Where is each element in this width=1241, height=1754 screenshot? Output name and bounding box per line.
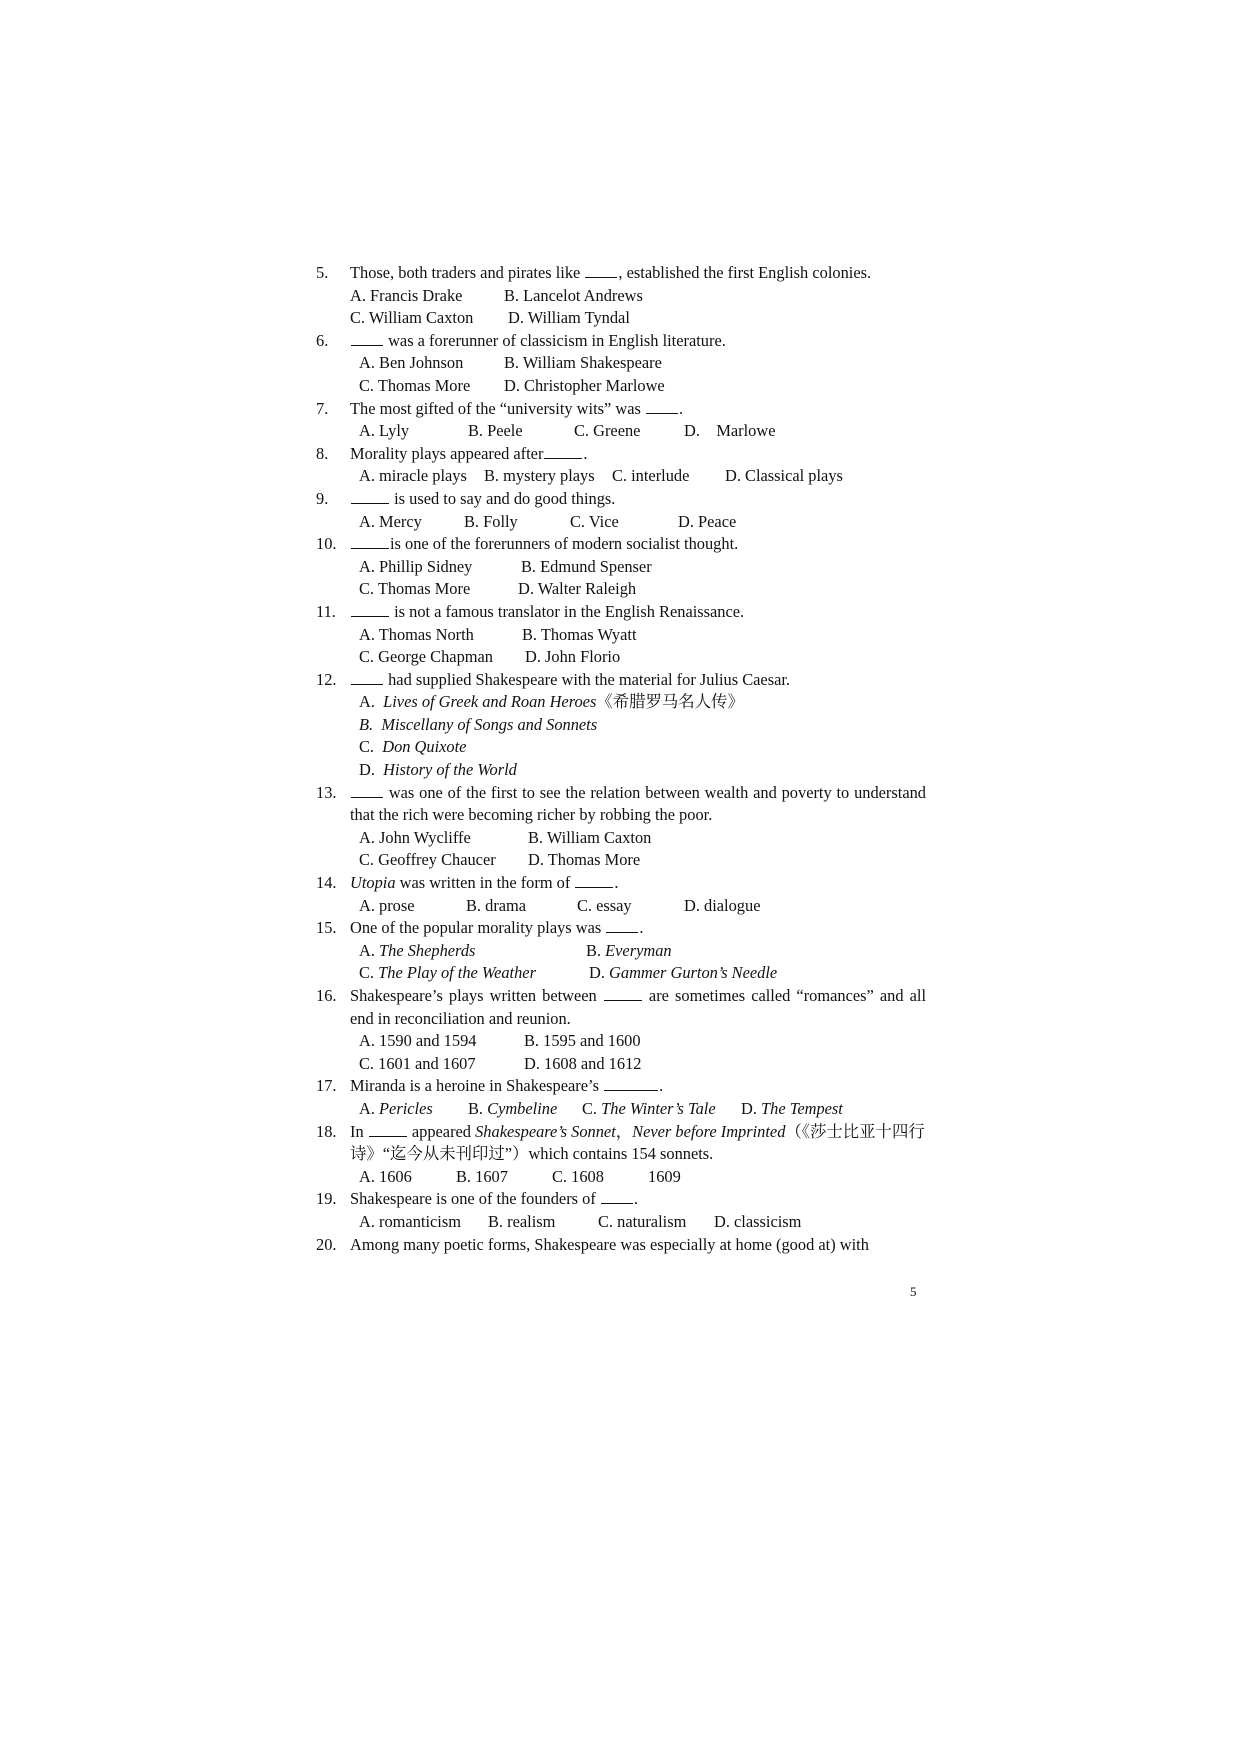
answer-blank	[351, 782, 383, 798]
option-b	[468, 1098, 557, 1121]
option-a: A. Francis Drake	[350, 285, 463, 305]
question-text-part: .	[659, 1076, 664, 1096]
option-b: B. 1607	[456, 1166, 508, 1186]
answer-blank	[646, 398, 678, 414]
option-row	[350, 1098, 926, 1121]
question-text: Among many poetic forms, Shakespeare was especially at home (good at) with	[350, 1234, 869, 1254]
option-c: C. Vice	[570, 511, 619, 531]
question-12	[316, 669, 926, 782]
option-b: B. Peele	[468, 421, 523, 441]
book-title: Never before Imprinted	[632, 1121, 786, 1141]
book-title: Utopia	[350, 873, 396, 893]
option-a: A. John Wycliffe	[359, 827, 471, 847]
question-text	[350, 985, 926, 1030]
answer-blank	[351, 330, 383, 346]
question-text-part: .	[614, 873, 619, 893]
option-b: B. Thomas Wyatt	[522, 624, 637, 644]
question-15	[316, 917, 926, 985]
option-c	[350, 736, 926, 759]
question-text-part: The most gifted of the “university wits” was	[350, 398, 645, 418]
question-text-part: was written in the form of	[395, 873, 575, 893]
question-6	[316, 330, 926, 398]
question-number: 14.	[316, 873, 337, 893]
question-18	[316, 1121, 926, 1189]
option-title: Pericles	[379, 1098, 433, 1118]
option-d: D. 1608 and 1612	[524, 1053, 642, 1073]
option-title: Gammer Gurton’s Needle	[609, 963, 778, 983]
option-b: B. realism	[488, 1211, 556, 1231]
question-number: 20.	[316, 1234, 337, 1254]
option-a: A. Lyly	[359, 421, 410, 441]
option-a: A. prose	[359, 895, 415, 915]
option-title-chinese: 《希腊罗马名人传》	[596, 692, 744, 712]
option-d: D. Thomas More	[528, 850, 641, 870]
option-row	[350, 307, 926, 330]
option-b	[586, 940, 672, 963]
option-d	[350, 759, 926, 782]
option-letter: B.	[359, 714, 374, 734]
option-d: D. dialogue	[684, 895, 761, 915]
option-d: D. Classical plays	[725, 466, 843, 486]
option-a: A. miracle plays	[359, 466, 467, 486]
option-b: B. William Caxton	[528, 827, 652, 847]
question-text	[350, 1075, 926, 1098]
option-b: B. Folly	[464, 511, 518, 531]
question-text	[350, 669, 926, 692]
answer-blank	[606, 917, 638, 933]
option-row	[350, 624, 926, 647]
question-text-part: Shakespeare is one of the founders of	[350, 1189, 600, 1209]
answer-blank	[575, 872, 613, 888]
option-letter: C.	[359, 737, 375, 757]
question-16	[316, 985, 926, 1075]
option-c: C. Greene	[574, 421, 641, 441]
option-row	[350, 1030, 926, 1053]
option-c	[582, 1098, 716, 1121]
question-number: 15.	[316, 918, 337, 938]
option-row	[350, 1053, 926, 1076]
option-row	[350, 827, 926, 850]
question-20	[316, 1234, 926, 1257]
option-a: A. romanticism	[359, 1211, 461, 1231]
option-row	[350, 962, 926, 985]
question-text-part: Morality plays appeared after	[350, 443, 544, 463]
question-10	[316, 533, 926, 601]
answer-blank	[351, 533, 389, 549]
option-title: Everyman	[605, 940, 672, 960]
question-text-part: had supplied Shakespeare with the material for Julius Caesar.	[384, 669, 791, 689]
question-number: 17.	[316, 1076, 337, 1096]
option-d: D. William Tyndal	[508, 308, 630, 328]
option-row	[350, 375, 926, 398]
question-14	[316, 872, 926, 917]
answer-blank	[351, 488, 389, 504]
option-title: The Winter’s Tale	[601, 1098, 716, 1118]
option-title: Lives of Greek and Roan Heroes	[383, 692, 597, 712]
question-7	[316, 398, 926, 443]
question-text-part: .	[633, 1189, 638, 1209]
option-b: B. Edmund Spenser	[521, 556, 652, 576]
option-c	[359, 962, 536, 985]
question-text-part: appeared	[407, 1121, 476, 1141]
option-a: A. Phillip Sidney	[359, 556, 473, 576]
option-a: A. Mercy	[359, 511, 422, 531]
option-title: The Shepherds	[379, 940, 476, 960]
question-text	[350, 443, 926, 466]
question-text-part: In	[350, 1121, 368, 1141]
option-row	[350, 511, 926, 534]
option-c: C. William Caxton	[350, 308, 474, 328]
question-text-part: are sometimes called “romances” and all end in reconciliation and reunion.	[350, 986, 926, 1028]
option-c: C. Thomas More	[359, 579, 471, 599]
question-text-part: ，	[615, 1121, 633, 1141]
option-d	[589, 962, 777, 985]
page-number: 5	[910, 1284, 917, 1299]
question-text-part: is one of the forerunners of modern socialist thought.	[390, 534, 739, 554]
option-row	[350, 352, 926, 375]
question-number: 9.	[316, 488, 329, 508]
option-c: C. interlude	[612, 466, 690, 486]
question-text-part: Those, both traders and pirates like	[350, 263, 585, 282]
option-d: D. Christopher Marlowe	[504, 375, 665, 395]
question-list	[316, 262, 926, 1256]
option-letter: A.	[359, 1098, 380, 1118]
question-19	[316, 1188, 926, 1233]
question-text-part: is used to say and do good things.	[390, 488, 616, 508]
option-d: D. Walter Raleigh	[518, 579, 637, 599]
option-d: D. John Florio	[525, 647, 621, 667]
question-text-part: was a forerunner of classicism in English literature.	[384, 330, 726, 350]
option-title: History of the World	[383, 760, 517, 780]
question-13	[316, 782, 926, 872]
option-d: D. classicism	[714, 1211, 802, 1231]
answer-blank	[351, 601, 389, 617]
option-title: Cymbeline	[487, 1098, 558, 1118]
option-a: A. 1606	[359, 1166, 412, 1186]
answer-blank	[604, 1075, 658, 1091]
option-b: B. William Shakespeare	[504, 353, 662, 373]
question-text-part: was one of the first to see the relation between wealth and poverty to understand that the rich were becoming richer by robbing the poor.	[350, 782, 926, 825]
question-text	[350, 330, 926, 353]
option-row	[350, 556, 926, 579]
option-c: C. George Chapman	[359, 647, 493, 667]
question-number: 18.	[316, 1121, 337, 1141]
option-title: Miscellany of Songs and Sonnets	[381, 714, 598, 734]
option-a	[359, 1098, 433, 1121]
question-text	[350, 1121, 926, 1166]
question-text	[350, 917, 926, 940]
question-number: 19.	[316, 1189, 337, 1209]
option-row	[350, 940, 926, 963]
option-d: 1609	[648, 1166, 681, 1186]
option-row	[350, 849, 926, 872]
question-number: 12.	[316, 669, 337, 689]
question-number: 16.	[316, 986, 337, 1005]
question-number: 6.	[316, 330, 329, 350]
question-text	[350, 1188, 926, 1211]
option-c: C. naturalism	[598, 1211, 687, 1231]
option-row	[350, 895, 926, 918]
option-c: C. essay	[577, 895, 632, 915]
option-title: The Tempest	[761, 1098, 843, 1118]
question-text-part: Miranda is a heroine in Shakespeare’s	[350, 1076, 604, 1096]
question-number: 8.	[316, 443, 329, 463]
question-number: 13.	[316, 782, 337, 802]
book-title: Shakespeare’s Sonnet	[475, 1121, 616, 1141]
question-text	[350, 533, 926, 556]
option-a	[350, 691, 926, 714]
option-row	[350, 1166, 926, 1189]
option-b: B. Lancelot Andrews	[504, 285, 643, 305]
option-a	[359, 940, 475, 963]
question-5	[316, 262, 926, 330]
question-text	[350, 782, 926, 827]
question-text-part: Shakespeare’s plays written between	[350, 986, 603, 1005]
question-text-part: .	[639, 918, 644, 938]
option-row	[350, 578, 926, 601]
option-letter: D.	[359, 760, 375, 780]
question-text	[350, 872, 926, 895]
question-number: 5.	[316, 263, 329, 282]
question-number: 7.	[316, 398, 329, 418]
question-text-part: One of the popular morality plays was	[350, 918, 606, 938]
answer-blank	[604, 985, 642, 1001]
question-text-part: , established the first English colonies.	[618, 263, 872, 282]
option-d: D. Peace	[678, 511, 737, 531]
question-text-part: .	[583, 443, 588, 463]
answer-blank	[369, 1121, 407, 1137]
option-a: A. Ben Johnson	[359, 353, 464, 373]
question-9	[316, 488, 926, 533]
answer-blank	[351, 669, 383, 685]
answer-blank	[585, 262, 617, 278]
option-title: Don Quixote	[382, 737, 467, 757]
question-text-part: .	[678, 398, 684, 418]
option-c: C. Thomas More	[359, 375, 471, 395]
option-letter: D.	[741, 1098, 762, 1118]
option-letter: B.	[468, 1098, 488, 1118]
option-title: The Play of the Weather	[378, 963, 536, 983]
question-text-part: is not a famous translator in the English Renaissance.	[390, 601, 745, 621]
option-row	[350, 465, 926, 488]
question-number: 11.	[316, 601, 336, 621]
option-c: C. 1608	[552, 1166, 604, 1186]
option-letter: A.	[359, 692, 375, 712]
option-d	[741, 1098, 843, 1121]
option-b: B. mystery plays	[484, 466, 595, 486]
option-b: B. drama	[466, 895, 527, 915]
option-b: B. 1595 and 1600	[524, 1031, 641, 1051]
option-row	[350, 420, 926, 443]
question-text	[350, 488, 926, 511]
option-d: D. Marlowe	[684, 421, 776, 441]
option-c: C. 1601 and 1607	[359, 1053, 476, 1073]
option-letter: C.	[359, 963, 379, 983]
option-letter: A.	[359, 940, 380, 960]
option-b	[350, 714, 926, 737]
option-letter: C.	[582, 1098, 602, 1118]
option-row	[350, 285, 926, 308]
option-a: A. 1590 and 1594	[359, 1031, 477, 1051]
answer-blank	[544, 443, 582, 459]
option-row	[350, 646, 926, 669]
option-c: C. Geoffrey Chaucer	[359, 850, 496, 870]
question-11	[316, 601, 926, 669]
answer-blank	[601, 1188, 633, 1204]
question-text-part: （《莎士比亚十四行诗》“迄今从未刊印过”）which contains 154 sonnets.	[350, 1121, 925, 1164]
option-letter: B.	[586, 940, 606, 960]
question-text	[350, 398, 926, 421]
question-8	[316, 443, 926, 488]
option-row	[350, 1211, 926, 1234]
question-text	[350, 262, 926, 285]
option-a: A. Thomas North	[359, 624, 474, 644]
question-number: 10.	[316, 534, 337, 554]
option-letter: D.	[589, 963, 610, 983]
question-17	[316, 1075, 926, 1120]
question-text	[350, 601, 926, 624]
